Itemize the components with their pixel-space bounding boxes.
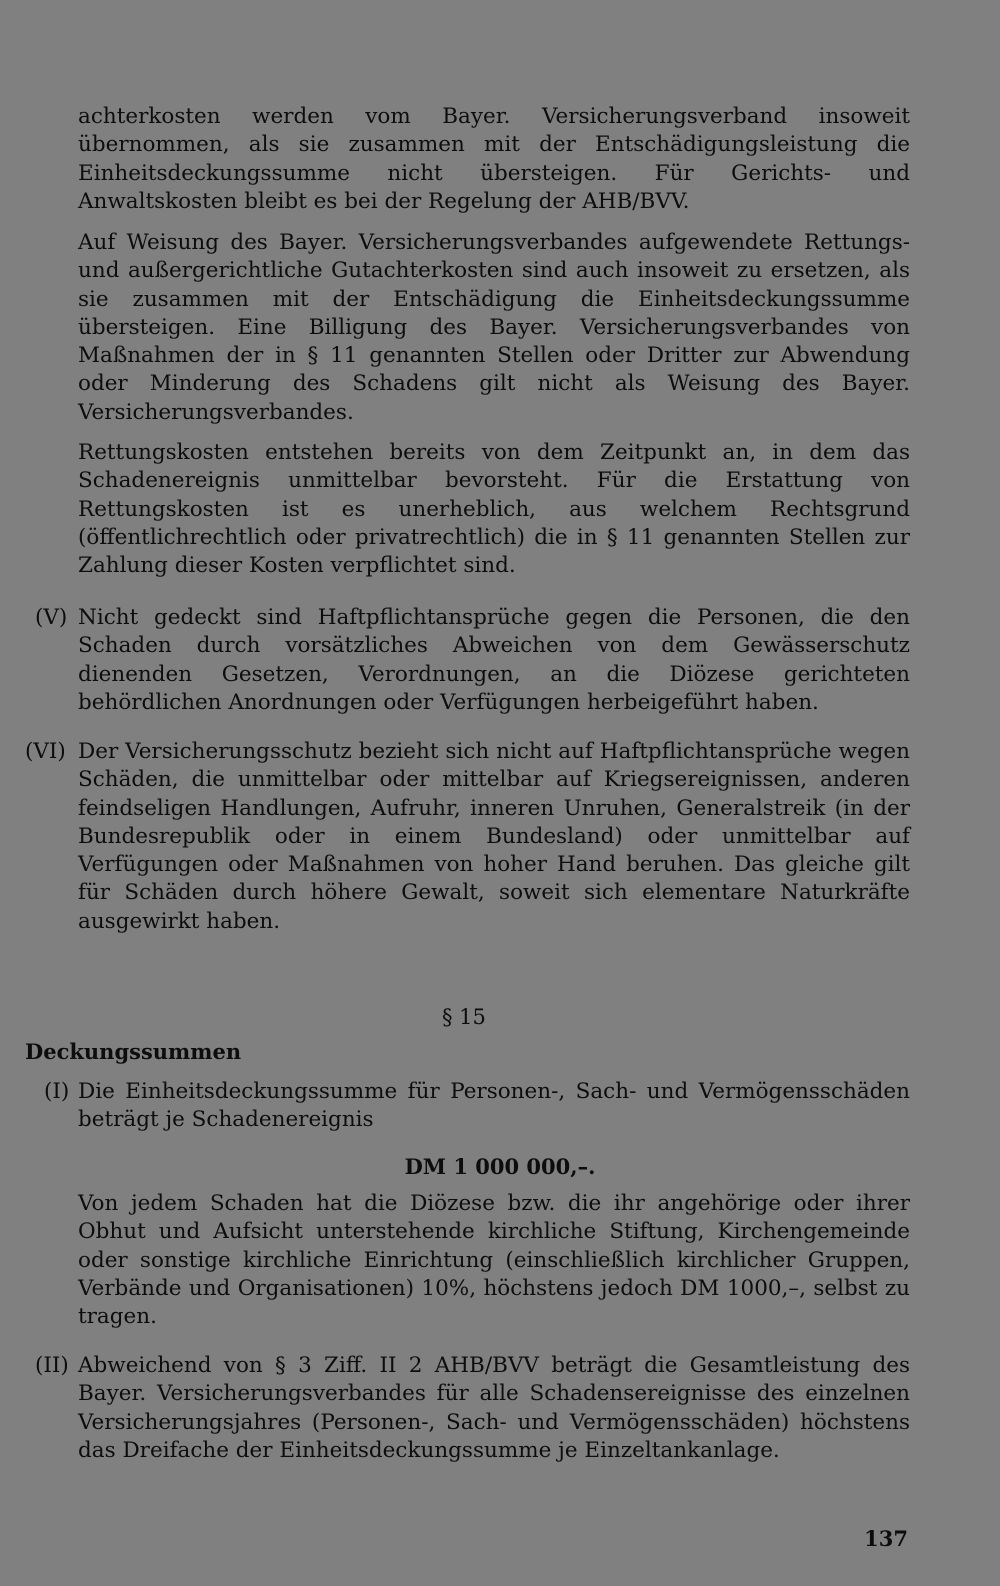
coverage-amount: DM 1 000 000,–. [404, 1154, 596, 1179]
section-i-deductible-text: Von jedem Schaden hat die Diözese bzw. die ihr angehörige oder ihrer Obhut und Aufsicht unterstehende kirchliche Stiftung, Kirchengemeinde oder sonstige kirchliche Einrichtung (einschließlich kirchlicher Gruppen, Verbände und Organisationen) 10%, höchstens jedoch DM 1000,–, selbst zu tragen. [78, 1191, 910, 1330]
section-i-text: Die Einheitsdeckungssumme für Personen-, Sach- und Vermögensschäden beträgt je Schadenereignis [78, 1079, 910, 1133]
section-vi-text: Der Versicherungsschutz bezieht sich nicht auf Haftpflichtansprüche wegen Schäden, die unmittelbar oder mittelbar auf Kriegsereignissen, anderen feindseligen Handlungen, Aufruhr, inneren Unruhen, Generalstreik (in der Bundesrepublik oder in einem Bundesland) oder unmittelbar auf Verfügungen oder Maßnahmen von hoher Hand beruhen. Das gleiche gilt für Schäden durch höhere Gewalt, soweit sich elementare Naturkräfte ausgewirkt haben. [78, 739, 910, 934]
section-ii-text: Abweichend von § 3 Ziff. II 2 AHB/BVV beträgt die Gesamtleistung des Bayer. Versicherungsverbandes für alle Schadensereignisse des einzelnen Versicherungsjahres (Personen-, Sach- und Vermögensschäden) höchstens das Dreifache der Einheitsdeckungssumme je Einzeltankanlage. [78, 1353, 910, 1463]
page-number: 137 [864, 1526, 908, 1551]
section-title: Deckungssummen [25, 1039, 242, 1064]
section-v-text: Nicht gedeckt sind Haftpflichtansprüche gegen die Personen, die den Schaden durch vorsätzliches Abweichen von dem Gewässerschutz dienenden Gesetzen, Verordnungen, an die Diözese gerichteten behördlichen Anordnungen oder Verfügungen herbeigeführt haben. [78, 605, 910, 715]
section-v-number: (V) [35, 605, 68, 630]
paragraph-rettungskosten: Rettungskosten entstehen bereits von dem Zeitpunkt an, in dem das Schadenereignis unmittelbar bevorsteht. Für die Erstattung von Rettungskosten ist es unerheblich, aus welchem Rechtsgrund (öffentlichrechtlich oder privatrechtlich) die in § 11 genannten Stellen zur Zahlung dieser Kosten verpflichtet sind. [78, 440, 910, 579]
paragraph-weisung: Auf Weisung des Bayer. Versicherungsverbandes aufgewendete Rettungs- und außergerichtliche Gutachterkosten sind auch insoweit zu ersetzen, als sie zusammen mit der Entschädigung die Einheitsdeckungssumme übersteigen. Eine Billigung des Bayer. Versicherungsverbandes von Maßnahmen der in § 11 genannten Stellen oder Dritter zur Abwendung oder Minderung des Schadens gilt nicht als Weisung des Bayer. Versicherungsverbandes. [78, 230, 910, 425]
section-i-number: (I) [44, 1079, 70, 1104]
section-vi-number: (VI) [25, 739, 66, 764]
paragraph-gutachterkosten: achterkosten werden vom Bayer. Versicherungsverband insoweit übernommen, als sie zusammen mit der Entschädigungsleistung die Einheitsdeckungssumme nicht übersteigen. Für Gerichts- und Anwaltskosten bleibt es bei der Regelung der AHB/BVV. [78, 104, 910, 214]
section-ii-number: (II) [35, 1353, 69, 1378]
paragraph-sign: § 15 [442, 1005, 486, 1029]
